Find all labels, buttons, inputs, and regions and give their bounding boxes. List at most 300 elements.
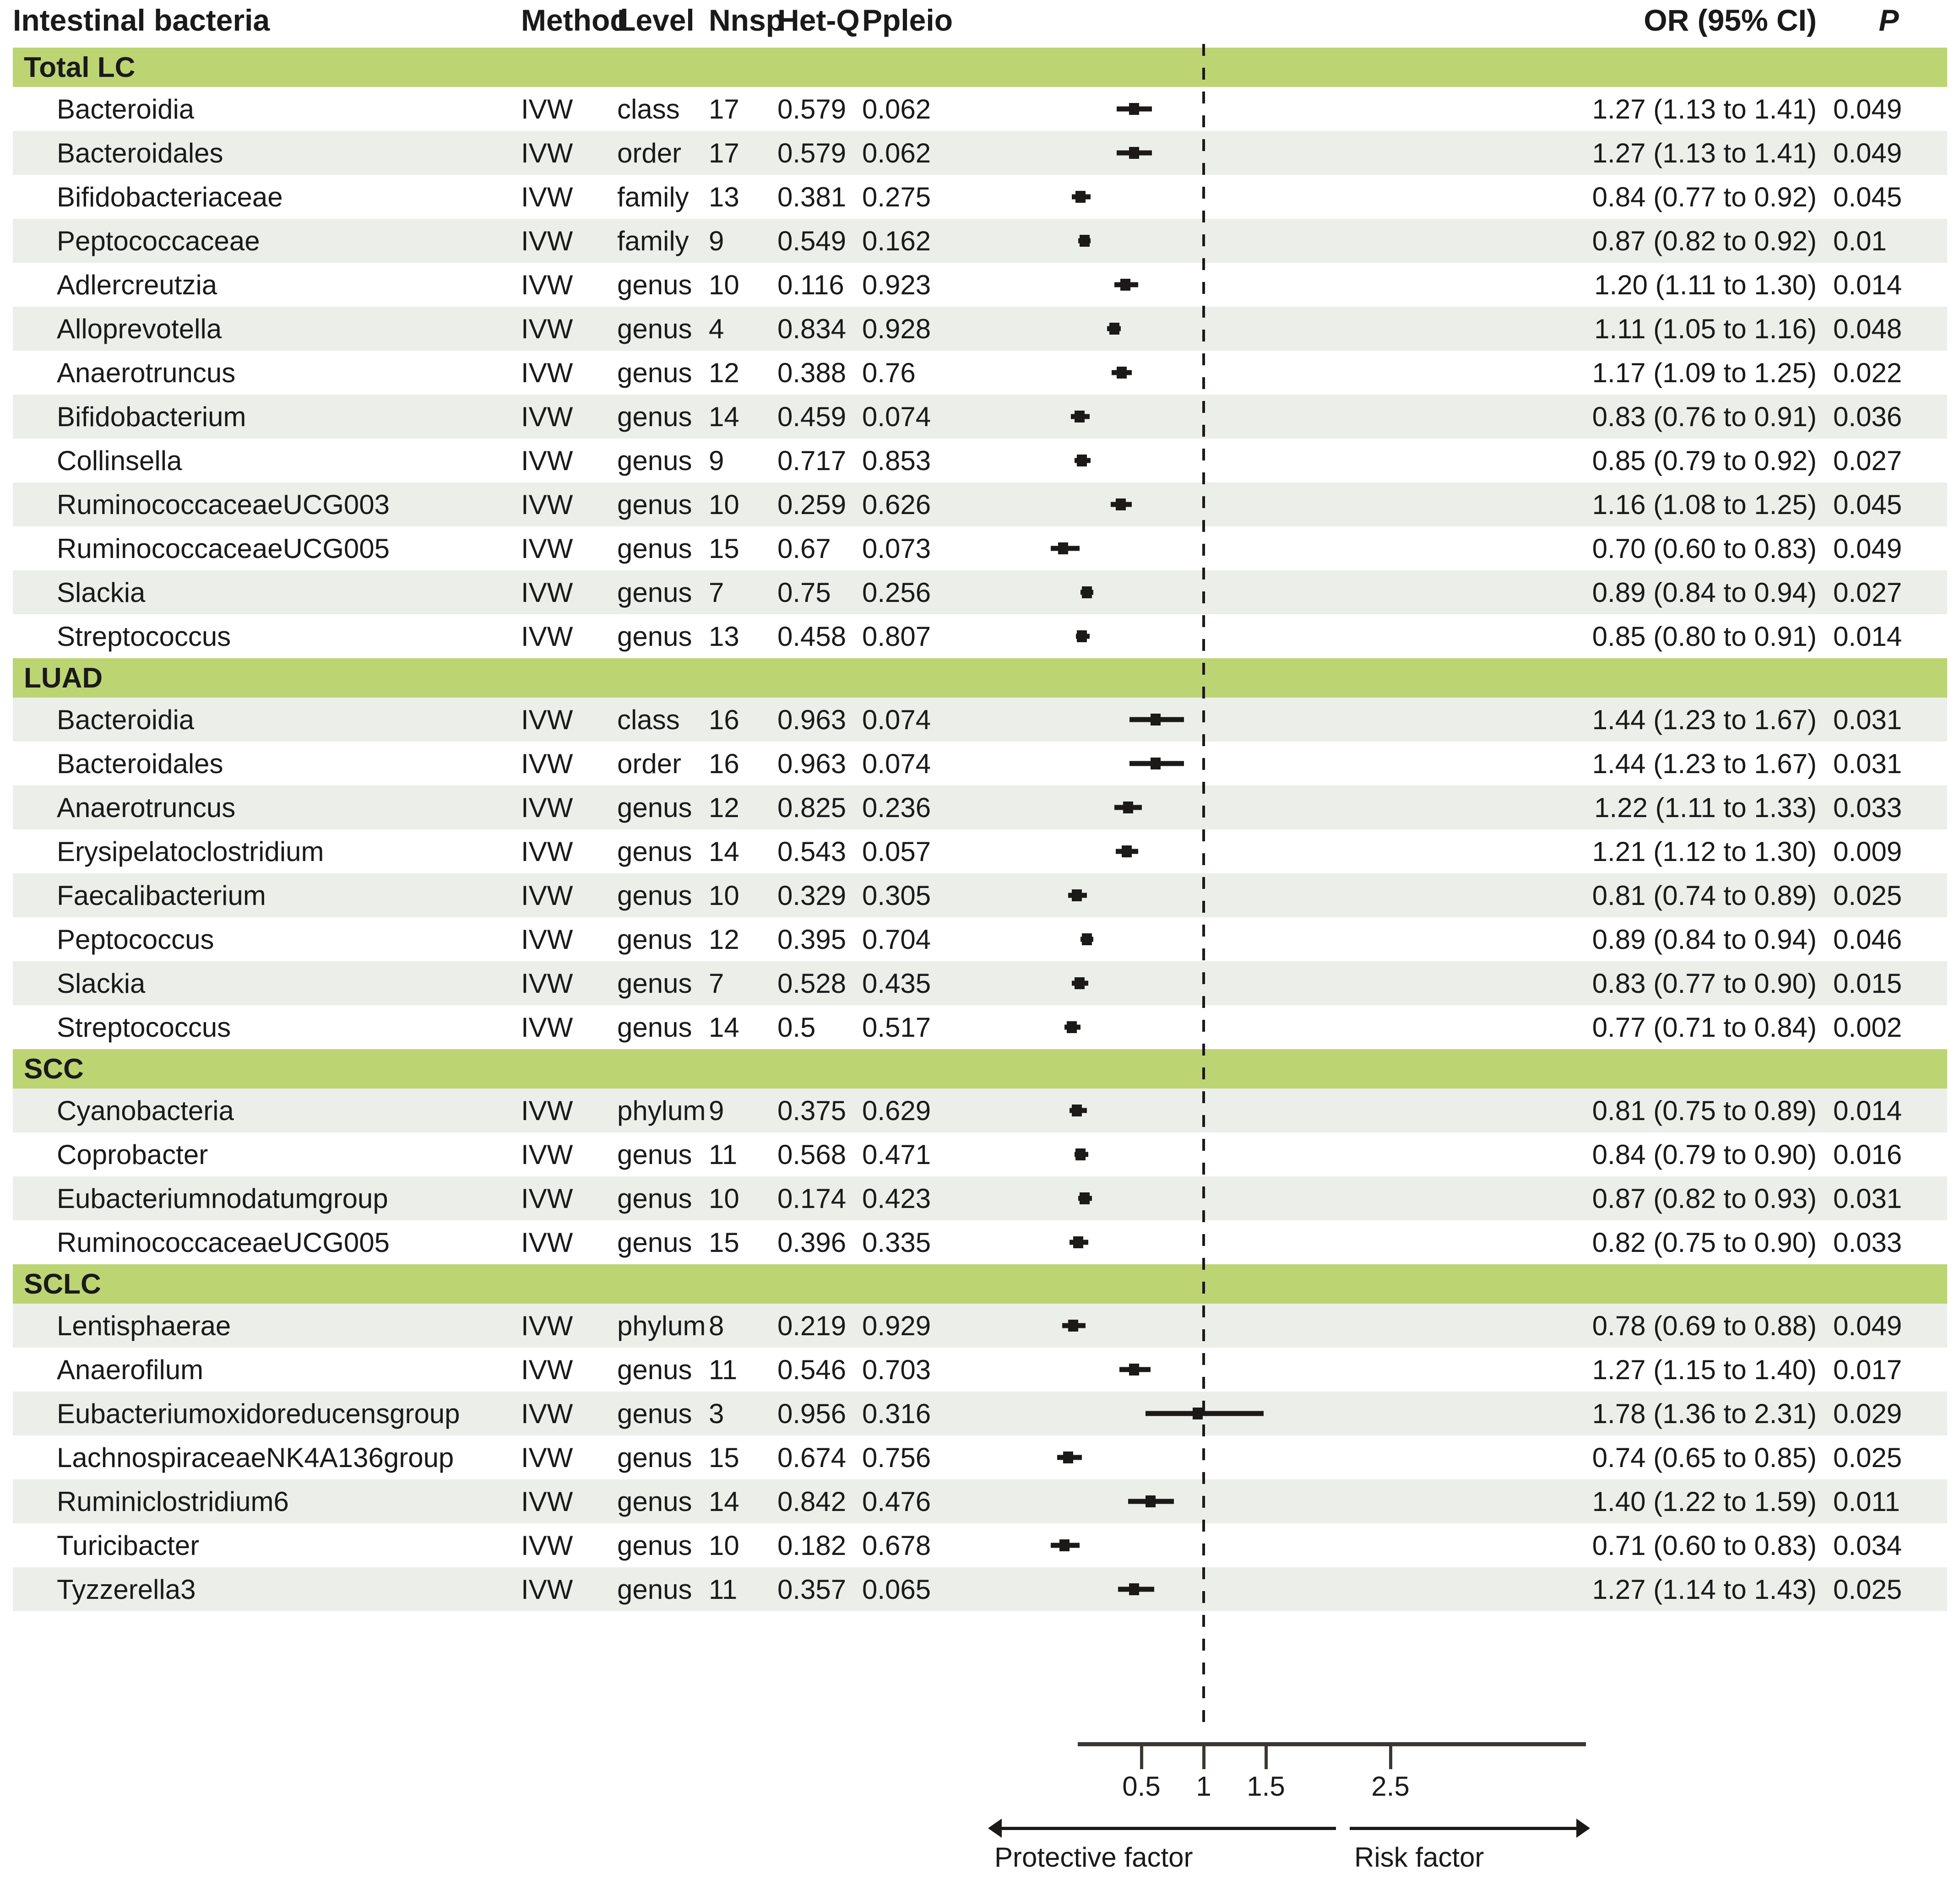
cell-forest-plot — [977, 175, 1588, 219]
cell-p-value: 0.022 — [1833, 357, 1902, 388]
cell-level: order — [617, 131, 709, 175]
table-row — [13, 829, 1947, 873]
cell-forest-plot — [977, 1304, 1588, 1348]
cell-level: genus — [617, 445, 692, 476]
cell-nnsp: 11 — [709, 1139, 738, 1170]
cell-level: family — [617, 181, 689, 212]
cell-p-value: 0.033 — [1833, 1227, 1902, 1258]
cell-or-ci: 1.20 (1.11 to 1.30) — [1594, 269, 1817, 300]
cell-method: IVW — [521, 1354, 573, 1385]
table-header-row — [13, 0, 1947, 48]
forest-row-plot — [977, 1005, 1588, 1049]
forest-row-plot — [977, 1567, 1588, 1611]
cell-ppleio: 0.517 — [862, 1012, 931, 1043]
cell-p-value: 0.033 — [1830, 785, 1947, 829]
cell-nnsp: 17 — [709, 131, 777, 175]
cell-bacteria: Bifidobacterium — [13, 395, 521, 439]
cell-hetq: 0.67 — [777, 533, 831, 564]
cell-bacteria: Bacteroidales — [13, 131, 521, 175]
cell-bacteria: LachnospiraceaeNK4A136group — [57, 1442, 454, 1473]
cell-or-ci: 0.87 (0.82 to 0.93) — [1588, 1176, 1830, 1220]
table-row — [13, 917, 1947, 961]
cell-method: IVW — [521, 961, 617, 1005]
cell-bacteria: Collinsella — [57, 445, 182, 476]
cell-bacteria: Bacteroidales — [57, 748, 223, 779]
cell-p-value: 0.046 — [1833, 924, 1902, 955]
cell-ppleio: 0.626 — [862, 482, 977, 526]
cell-nnsp: 10 — [709, 1530, 739, 1561]
cell-hetq: 0.219 — [777, 1304, 862, 1348]
cell-level: genus — [617, 1139, 692, 1170]
cell-nnsp: 9 — [709, 1089, 777, 1132]
point-estimate-marker — [1123, 801, 1133, 813]
cell-hetq: 0.174 — [777, 1176, 862, 1220]
cell-nnsp: 15 — [709, 533, 739, 564]
cell-ppleio: 0.928 — [862, 307, 977, 351]
cell-bacteria: RuminococcaceaeUCG005 — [57, 1227, 390, 1258]
cell-nnsp: 16 — [709, 698, 777, 742]
axis-tick — [1202, 1746, 1205, 1769]
cell-method: IVW — [521, 482, 617, 526]
confidence-interval-bar — [1146, 1411, 1264, 1416]
cell-hetq: 0.674 — [777, 1442, 847, 1473]
table-row — [13, 614, 1947, 658]
cell-or-ci: 0.74 (0.65 to 0.85) — [1592, 1442, 1817, 1473]
cell-nnsp: 7 — [709, 961, 777, 1005]
cell-or-ci: 1.17 (1.09 to 1.25) — [1592, 357, 1817, 388]
cell-hetq: 0.182 — [777, 1530, 847, 1561]
axis-tick-label: 1.5 — [1247, 1771, 1285, 1802]
cell-method: IVW — [521, 357, 573, 388]
column-header-hetq: Het-Q — [777, 3, 860, 37]
forest-row-plot — [977, 873, 1588, 917]
cell-level: genus — [617, 1392, 709, 1435]
cell-forest-plot — [977, 614, 1588, 658]
results-table — [13, 0, 1947, 1611]
table-row — [13, 307, 1947, 351]
point-estimate-marker — [1120, 279, 1130, 291]
cell-method: IVW — [521, 1479, 617, 1523]
cell-ppleio: 0.256 — [862, 570, 977, 614]
cell-nnsp: 3 — [709, 1392, 777, 1435]
table-row — [13, 570, 1947, 614]
cell-method: IVW — [521, 748, 573, 779]
column-header-bacteria: Intestinal bacteria — [13, 3, 270, 37]
cell-nnsp: 9 — [709, 445, 724, 476]
cell-level: genus — [617, 357, 692, 388]
cell-bacteria: Cyanobacteria — [13, 1089, 521, 1132]
point-estimate-marker — [1146, 1495, 1156, 1507]
cell-bacteria: Lentisphaerae — [13, 1304, 521, 1348]
cell-ppleio: 0.065 — [862, 1567, 977, 1611]
cell-p-value: 0.025 — [1830, 1567, 1947, 1611]
cell-ppleio: 0.073 — [862, 533, 931, 564]
cell-level: genus — [617, 1176, 709, 1220]
cell-p-value: 0.025 — [1830, 873, 1947, 917]
cell-p-value: 0.036 — [1830, 395, 1947, 439]
cell-forest-plot — [977, 307, 1588, 351]
cell-forest-plot — [977, 1392, 1588, 1435]
cell-ppleio: 0.703 — [862, 1354, 931, 1385]
cell-ppleio: 0.305 — [862, 873, 977, 917]
cell-hetq: 0.528 — [777, 961, 862, 1005]
cell-bacteria: RuminococcaceaeUCG005 — [57, 533, 390, 564]
axis-tick-label: 1 — [1196, 1771, 1211, 1802]
cell-nnsp: 15 — [709, 1227, 739, 1258]
point-estimate-marker — [1129, 147, 1139, 159]
cell-forest-plot — [977, 1523, 1588, 1567]
cell-method: IVW — [521, 219, 617, 263]
cell-bacteria: Anaerotruncus — [13, 785, 521, 829]
cell-hetq: 0.717 — [777, 445, 847, 476]
cell-forest-plot — [977, 698, 1588, 742]
point-estimate-marker — [1151, 758, 1161, 769]
cell-forest-plot — [977, 219, 1588, 263]
cell-method: IVW — [521, 181, 573, 212]
cell-ppleio: 0.057 — [862, 836, 931, 867]
cell-level: phylum — [617, 1304, 709, 1348]
forest-row-plot — [977, 1132, 1588, 1176]
cell-method: IVW — [521, 1392, 617, 1435]
risk-arrow-line — [1350, 1827, 1579, 1830]
table-row — [13, 439, 1947, 482]
point-estimate-marker — [1075, 411, 1085, 422]
cell-or-ci: 0.77 (0.71 to 0.84) — [1592, 1012, 1817, 1043]
cell-p-value: 0.029 — [1830, 1392, 1947, 1435]
cell-bacteria: Anaerotruncus — [57, 357, 236, 388]
cell-p-value: 0.034 — [1833, 1530, 1902, 1561]
point-estimate-marker — [1193, 1408, 1203, 1419]
cell-hetq: 0.116 — [777, 269, 844, 300]
cell-or-ci: 0.87 (0.82 to 0.92) — [1588, 219, 1830, 263]
group-header-row — [13, 1264, 1947, 1304]
cell-bacteria: Bifidobacteriaceae — [57, 181, 283, 212]
cell-nnsp: 12 — [709, 924, 739, 955]
point-estimate-marker — [1109, 323, 1119, 335]
cell-nnsp: 10 — [709, 269, 739, 300]
cell-p-value: 0.009 — [1833, 836, 1902, 867]
cell-method: IVW — [521, 445, 573, 476]
cell-nnsp: 17 — [709, 93, 739, 125]
cell-level: class — [617, 93, 680, 125]
cell-p-value: 0.011 — [1830, 1479, 1947, 1523]
cell-or-ci: 1.78 (1.36 to 2.31) — [1588, 1392, 1830, 1435]
cell-hetq: 0.259 — [777, 482, 862, 526]
cell-nnsp: 10 — [709, 482, 777, 526]
cell-bacteria: Turicibacter — [57, 1530, 200, 1561]
cell-p-value: 0.031 — [1833, 748, 1902, 779]
cell-level: class — [617, 698, 709, 742]
table-body — [13, 48, 1947, 1611]
cell-level: phylum — [617, 1089, 709, 1132]
cell-or-ci: 0.71 (0.60 to 0.83) — [1592, 1530, 1817, 1561]
point-estimate-marker — [1058, 542, 1068, 554]
table-row — [13, 263, 1947, 307]
cell-or-ci: 0.85 (0.79 to 0.92) — [1592, 445, 1817, 476]
cell-level: genus — [617, 1354, 692, 1385]
table-row — [13, 87, 1947, 131]
cell-or-ci: 0.89 (0.84 to 0.94) — [1592, 924, 1817, 955]
point-estimate-marker — [1117, 367, 1127, 379]
cell-method: IVW — [521, 836, 573, 867]
cell-or-ci: 1.16 (1.08 to 1.25) — [1588, 482, 1830, 526]
cell-level: genus — [617, 269, 692, 300]
cell-or-ci: 0.84 (0.79 to 0.90) — [1592, 1139, 1817, 1170]
point-estimate-marker — [1072, 1105, 1082, 1116]
group-label: LUAD — [13, 658, 1947, 698]
forest-row-plot — [977, 263, 1588, 307]
table-row — [13, 1220, 1947, 1264]
cell-nnsp: 10 — [709, 1176, 777, 1220]
group-label: Total LC — [13, 48, 1947, 87]
cell-nnsp: 8 — [709, 1304, 777, 1348]
forest-row-plot — [977, 1435, 1588, 1479]
column-header-method: Method — [521, 3, 629, 37]
cell-hetq: 0.579 — [777, 93, 847, 125]
cell-p-value: 0.027 — [1830, 570, 1947, 614]
cell-p-value: 0.014 — [1830, 1089, 1947, 1132]
table-row — [13, 482, 1947, 526]
cell-bacteria: Slackia — [13, 961, 521, 1005]
cell-ppleio: 0.756 — [862, 1442, 931, 1473]
point-estimate-marker — [1080, 235, 1090, 247]
cell-ppleio: 0.678 — [862, 1530, 931, 1561]
cell-bacteria: Anaerofilum — [57, 1354, 204, 1385]
cell-method: IVW — [521, 533, 573, 564]
column-header-plot — [977, 0, 1588, 48]
cell-level: genus — [617, 961, 709, 1005]
cell-forest-plot — [977, 873, 1588, 917]
cell-nnsp: 10 — [709, 873, 777, 917]
forest-row-plot — [977, 307, 1588, 351]
table-row — [13, 131, 1947, 175]
cell-p-value: 0.015 — [1830, 961, 1947, 1005]
group-header-row — [13, 1049, 1947, 1089]
cell-ppleio: 0.476 — [862, 1479, 977, 1523]
forest-row-plot — [977, 1304, 1588, 1348]
cell-nnsp: 14 — [709, 1479, 777, 1523]
protective-arrow-line — [997, 1827, 1336, 1830]
point-estimate-marker — [1072, 889, 1082, 901]
table-row — [13, 1005, 1947, 1049]
cell-level: genus — [617, 1479, 709, 1523]
cell-ppleio: 0.923 — [862, 269, 931, 300]
forest-row-plot — [977, 1176, 1588, 1220]
cell-hetq: 0.395 — [777, 924, 847, 955]
cell-hetq: 0.75 — [777, 570, 862, 614]
cell-ppleio: 0.236 — [862, 785, 977, 829]
cell-level: genus — [617, 1012, 692, 1043]
cell-forest-plot — [977, 829, 1588, 873]
table-row — [13, 1304, 1947, 1348]
point-estimate-marker — [1129, 1583, 1139, 1595]
point-estimate-marker — [1151, 714, 1161, 726]
cell-hetq: 0.579 — [777, 131, 862, 175]
cell-method: IVW — [521, 1442, 573, 1473]
cell-p-value: 0.048 — [1830, 307, 1947, 351]
cell-nnsp: 11 — [709, 1354, 738, 1385]
point-estimate-marker — [1067, 1021, 1077, 1033]
cell-level: genus — [617, 1442, 692, 1473]
cell-or-ci: 0.84 (0.77 to 0.92) — [1592, 181, 1817, 212]
cell-nnsp: 12 — [709, 785, 777, 829]
cell-hetq: 0.5 — [777, 1012, 816, 1043]
cell-or-ci: 1.27 (1.14 to 1.43) — [1588, 1567, 1830, 1611]
cell-method: IVW — [521, 131, 617, 175]
cell-nnsp: 16 — [709, 748, 739, 779]
cell-method: IVW — [521, 307, 617, 351]
cell-ppleio: 0.807 — [862, 621, 931, 652]
cell-forest-plot — [977, 1176, 1588, 1220]
cell-method: IVW — [521, 621, 573, 652]
cell-level: genus — [617, 1567, 709, 1611]
table-row — [13, 526, 1947, 570]
cell-or-ci: 0.81 (0.75 to 0.89) — [1588, 1089, 1830, 1132]
table-row — [13, 1523, 1947, 1567]
cell-method: IVW — [521, 873, 617, 917]
column-header-ppleio: Ppleio — [862, 3, 953, 37]
cell-ppleio: 0.074 — [862, 698, 977, 742]
cell-nnsp: 4 — [709, 307, 777, 351]
cell-hetq: 0.546 — [777, 1354, 847, 1385]
forest-row-plot — [977, 395, 1588, 439]
cell-hetq: 0.381 — [777, 181, 847, 212]
cell-method: IVW — [521, 269, 573, 300]
forest-row-plot — [977, 698, 1588, 742]
cell-ppleio: 0.275 — [862, 181, 931, 212]
forest-row-plot — [977, 1220, 1588, 1264]
cell-p-value: 0.01 — [1830, 219, 1947, 263]
cell-method: IVW — [521, 1089, 617, 1132]
point-estimate-marker — [1075, 977, 1085, 989]
cell-ppleio: 0.335 — [862, 1227, 931, 1258]
cell-hetq: 0.956 — [777, 1392, 862, 1435]
table-row — [13, 785, 1947, 829]
cell-or-ci: 1.44 (1.23 to 1.67) — [1592, 748, 1817, 779]
column-header-level: Level — [617, 3, 695, 37]
table-row — [13, 351, 1947, 395]
group-label: SCC — [13, 1049, 1947, 1089]
cell-or-ci: 0.85 (0.80 to 0.91) — [1592, 621, 1817, 652]
cell-ppleio: 0.316 — [862, 1392, 977, 1435]
cell-level: genus — [617, 1530, 692, 1561]
cell-p-value: 0.014 — [1833, 269, 1902, 300]
cell-or-ci: 0.70 (0.60 to 0.83) — [1592, 533, 1817, 564]
forest-row-plot — [977, 526, 1588, 570]
cell-or-ci: 0.81 (0.74 to 0.89) — [1588, 873, 1830, 917]
cell-p-value: 0.025 — [1833, 1442, 1902, 1473]
cell-forest-plot — [977, 917, 1588, 961]
cell-forest-plot — [977, 351, 1588, 395]
forest-row-plot — [977, 131, 1588, 175]
point-estimate-marker — [1080, 1192, 1090, 1204]
cell-forest-plot — [977, 395, 1588, 439]
forest-row-plot — [977, 742, 1588, 785]
cell-bacteria: Coprobacter — [57, 1139, 208, 1170]
cell-hetq: 0.834 — [777, 307, 862, 351]
cell-hetq: 0.375 — [777, 1089, 862, 1132]
cell-or-ci: 1.27 (1.13 to 1.41) — [1588, 131, 1830, 175]
cell-method: IVW — [521, 1567, 617, 1611]
point-estimate-marker — [1077, 630, 1087, 642]
forest-row-plot — [977, 1089, 1588, 1132]
cell-p-value: 0.045 — [1833, 181, 1902, 212]
cell-bacteria: RuminococcaceaeUCG003 — [13, 482, 521, 526]
table-row — [13, 698, 1947, 742]
cell-or-ci: 1.27 (1.15 to 1.40) — [1592, 1354, 1817, 1385]
point-estimate-marker — [1063, 1451, 1073, 1463]
point-estimate-marker — [1129, 1364, 1139, 1376]
cell-p-value: 0.049 — [1830, 1304, 1947, 1348]
cell-hetq: 0.963 — [777, 748, 847, 779]
axis-line — [1078, 1742, 1586, 1746]
axis-tick — [1389, 1746, 1392, 1769]
point-estimate-marker — [1075, 191, 1086, 203]
forest-row-plot — [977, 570, 1588, 614]
cell-bacteria: Streptococcus — [57, 621, 231, 652]
forest-row-plot — [977, 482, 1588, 526]
cell-hetq: 0.458 — [777, 621, 847, 652]
point-estimate-marker — [1068, 1320, 1078, 1332]
risk-arrow-head — [1576, 1819, 1590, 1838]
cell-p-value: 0.016 — [1833, 1139, 1902, 1170]
cell-or-ci: 0.78 (0.69 to 0.88) — [1588, 1304, 1830, 1348]
cell-ppleio: 0.062 — [862, 131, 977, 175]
cell-nnsp: 15 — [709, 1442, 739, 1473]
cell-hetq: 0.549 — [777, 219, 862, 263]
cell-hetq: 0.459 — [777, 395, 862, 439]
cell-forest-plot — [977, 131, 1588, 175]
cell-hetq: 0.963 — [777, 698, 862, 742]
cell-bacteria: Bacteroidia — [13, 698, 521, 742]
table-row — [13, 1479, 1947, 1523]
cell-ppleio: 0.423 — [862, 1176, 977, 1220]
point-estimate-marker — [1082, 586, 1092, 598]
cell-p-value: 0.049 — [1830, 131, 1947, 175]
column-header-nnsp: Nnsp — [709, 3, 784, 37]
table-row — [13, 1132, 1947, 1176]
table-row — [13, 1089, 1947, 1132]
cell-hetq: 0.543 — [777, 836, 847, 867]
cell-nnsp: 9 — [709, 219, 777, 263]
cell-forest-plot — [977, 1479, 1588, 1523]
cell-nnsp: 14 — [709, 395, 777, 439]
cell-p-value: 0.031 — [1830, 698, 1947, 742]
table-row — [13, 1392, 1947, 1435]
cell-ppleio: 0.062 — [862, 93, 931, 125]
cell-nnsp: 14 — [709, 836, 739, 867]
cell-ppleio: 0.704 — [862, 924, 931, 955]
cell-bacteria: Bacteroidia — [57, 93, 195, 125]
cell-bacteria: Adlercreutzia — [57, 269, 217, 300]
cell-forest-plot — [977, 961, 1588, 1005]
table-row — [13, 873, 1947, 917]
cell-p-value: 0.017 — [1833, 1354, 1902, 1385]
cell-forest-plot — [977, 482, 1588, 526]
cell-hetq: 0.825 — [777, 785, 862, 829]
cell-level: family — [617, 219, 709, 263]
cell-p-value: 0.002 — [1833, 1012, 1902, 1043]
axis-tick — [1265, 1746, 1268, 1769]
cell-bacteria: Alloprevotella — [13, 307, 521, 351]
cell-or-ci: 1.44 (1.23 to 1.67) — [1588, 698, 1830, 742]
table-row — [13, 961, 1947, 1005]
cell-method: IVW — [521, 785, 617, 829]
cell-or-ci: 1.40 (1.22 to 1.59) — [1588, 1479, 1830, 1523]
cell-p-value: 0.014 — [1833, 621, 1902, 652]
cell-hetq: 0.396 — [777, 1227, 847, 1258]
cell-or-ci: 1.11 (1.05 to 1.16) — [1588, 307, 1830, 351]
